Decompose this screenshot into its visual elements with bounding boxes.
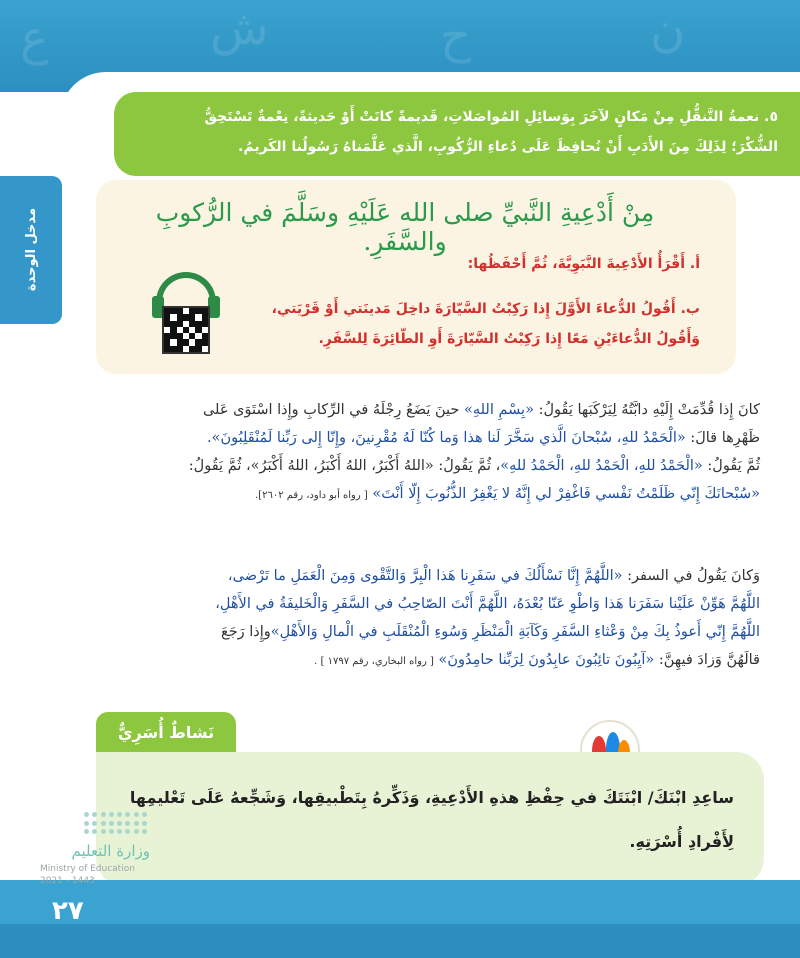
line-quote: «سُبْحانَكَ إِنّي ظَلَمْتُ نَفْسي فَاغْفِرْ لي إِنَّهُ لا يَغْفِرُ الذُّنُوبَ إِلّا أَنْتَ» xyxy=(372,486,760,502)
bottom-band-strip xyxy=(0,924,800,958)
ministry-name-arabic: وزارة التعليم xyxy=(71,842,150,860)
ministry-name-english: Ministry of Education xyxy=(40,864,135,874)
section-title: مِنْ أَدْعِيةِ النَّبيِّ صلى الله عَلَيْهِ وسَلَّمَ في الرُّكوبِ والسَّفَرِ. xyxy=(155,198,655,256)
ministry-logo xyxy=(40,812,150,892)
decorative-letter: ش xyxy=(210,0,269,56)
paragraph-line xyxy=(100,424,760,452)
ministry-dots-icon xyxy=(84,812,148,836)
paragraph-line xyxy=(100,452,760,480)
hadith-reference: [ رواه أبو داود، رقم ٢٦٠٢]. xyxy=(255,490,368,501)
decorative-letter: ح xyxy=(440,8,471,64)
instruction-b xyxy=(180,294,700,354)
info-line-1: ٥. نعمةُ التَّنقُّلِ مِنْ مَكانٍ لآخَرَ بِوَسائِلِ المُواصَلاتِ، قَديمةً كانَتْ أَوْ حَديثةً، نِعْمةٌ تَسْتَحِقُّ xyxy=(204,109,778,125)
paragraph-line xyxy=(100,590,760,618)
paragraph-ride-supplication xyxy=(100,396,760,510)
activity-line-1: ساعِدِ ابْنَكَ/ ابْنَتَكَ في حِفْظِ هذهِ الأَدْعِيةِ، وَذَكِّرهُ بِتَطْبيقِها، وَشَجِّعهُ عَلَى تَعْليمِها xyxy=(129,788,734,807)
ministry-year: 2021 - 1443 xyxy=(40,876,95,886)
info-box xyxy=(114,92,800,176)
instruction-b-line-2: وَأَقُولُ الدُّعاءَيْنِ مَعًا إِذا رَكِبْتُ السَّيّارَةَ أَوِ الطّائِرَةَ لِلسَّفَرِ. xyxy=(318,331,700,347)
side-tab xyxy=(0,176,62,324)
line-text: ثُمَّ يَقُولُ: xyxy=(702,458,760,474)
line-text: قالَهُنَّ وَزادَ فيهِنَّ: xyxy=(654,652,760,668)
audio-qr-code[interactable] xyxy=(150,272,222,362)
paragraph-line xyxy=(100,646,760,676)
activity-line-2: لِأَفْرادِ أُسْرَتِهِ. xyxy=(629,832,734,851)
paragraph-line xyxy=(100,480,760,510)
line-text: وَكانَ يَقُولُ في السفر: xyxy=(622,568,760,584)
activity-tab xyxy=(96,712,236,752)
paragraph-travel-supplication xyxy=(100,562,760,676)
line-quote: «الْحَمْدُ للهِ، الْحَمْدُ للهِ، الْحَمْدُ للهِ» xyxy=(500,458,703,474)
decorative-letter: ن xyxy=(650,2,686,58)
side-tab-label: مدخل الوحدة xyxy=(23,208,39,292)
activity-box xyxy=(96,752,764,886)
paragraph-line xyxy=(100,396,760,424)
line-quote: «اللَّهُمَّ إِنَّا نَسْأَلُكَ في سَفَرِنا هَذا الْبِرَّ وَالتَّقْوى وَمِنَ الْعَمَلِ ما تَرْضى، xyxy=(227,568,623,584)
line-quote: اللَّهُمَّ هَوِّنْ عَلَيْنا سَفَرَنا هَذا وَاطْوِ عَنّا بُعْدَهُ، اللَّهُمَّ أَنْتَ الصّاحِبُ في السَّفَرِ وَالْخَليفَةُ في الأَهْلِ، xyxy=(215,596,760,612)
hadith-reference: [ رواه البخاري، رقم ١٧٩٧ ] . xyxy=(314,656,434,667)
line-quote: «الْحَمْدُ للهِ، سُبْحانَ الَّذي سَخَّرَ لَنا هذا وَما كُنّا لَهُ مُقْرِنينَ، وإِنّا إِلى رَبِّنا لَمُنْقَلِبُونَ». xyxy=(207,430,686,446)
headphones-icon xyxy=(156,272,216,308)
line-text: وإِذا رَجَعَ xyxy=(220,624,271,640)
activity-tab-label: نَشاطٌ أُسَرِيٌّ xyxy=(117,722,215,742)
line-text: ظَهْرِها قالَ: xyxy=(685,430,760,446)
qr-code-icon xyxy=(162,306,210,354)
instruction-a: أ. أَقْرَأُ الأَدْعِيةَ النَّبَوِيَّةَ، ثُمَّ أَحْفَظُها: xyxy=(467,256,700,272)
paragraph-line xyxy=(100,618,760,646)
page-number: ٢٧ xyxy=(52,896,84,926)
line-quote: «آيِبُونَ تائِبُونَ عابِدُونَ لِرَبِّنا حامِدُونَ» xyxy=(438,652,655,668)
line-quote: اللَّهُمَّ إِنّي أَعوذُ بِكَ مِنْ وَعْثاءِ السَّفَرِ وَكَآبَةِ الْمَنْظَرِ وَسُوءِ الْمُنْقَلَبِ في الْمالِ وَالأَهْلِ» xyxy=(270,624,760,640)
line-text: كانَ إِذا قُدِّمَتْ إِلَيْهِ دابَّتُهُ لِيَرْكَبَها يَقُولُ: xyxy=(533,402,760,418)
line-quote: «بِسْمِ اللهِ» xyxy=(463,402,534,418)
decorative-letter: ع xyxy=(20,10,49,66)
info-line-2: الشُّكْرَ؛ لِذَلِكَ مِنَ الأَدَبِ أَنْ نُحافِظَ عَلَى دُعاءِ الرُّكُوبِ، الَّذي عَلَّمَناهُ رَسُولُنا الكَريمُ. xyxy=(238,139,778,155)
paragraph-line xyxy=(100,562,760,590)
line-text: حينَ يَضَعُ رِجْلَهُ في الرِّكابِ وإِذا اسْتَوَى عَلى xyxy=(202,402,464,418)
instruction-b-line-1: ب. أَقُولُ الدُّعاءَ الأَوَّلَ إِذا رَكِبْتُ السَّيّارَةَ داخِلَ مَدينَتي أَوْ قَرْيَتي، xyxy=(271,301,700,317)
line-text: ، ثُمَّ يَقُولُ: «اللهُ أَكْبَرُ، اللهُ أَكْبَرُ، اللهُ أَكْبَرُ»، ثُمَّ يَقُولُ: xyxy=(188,458,501,474)
